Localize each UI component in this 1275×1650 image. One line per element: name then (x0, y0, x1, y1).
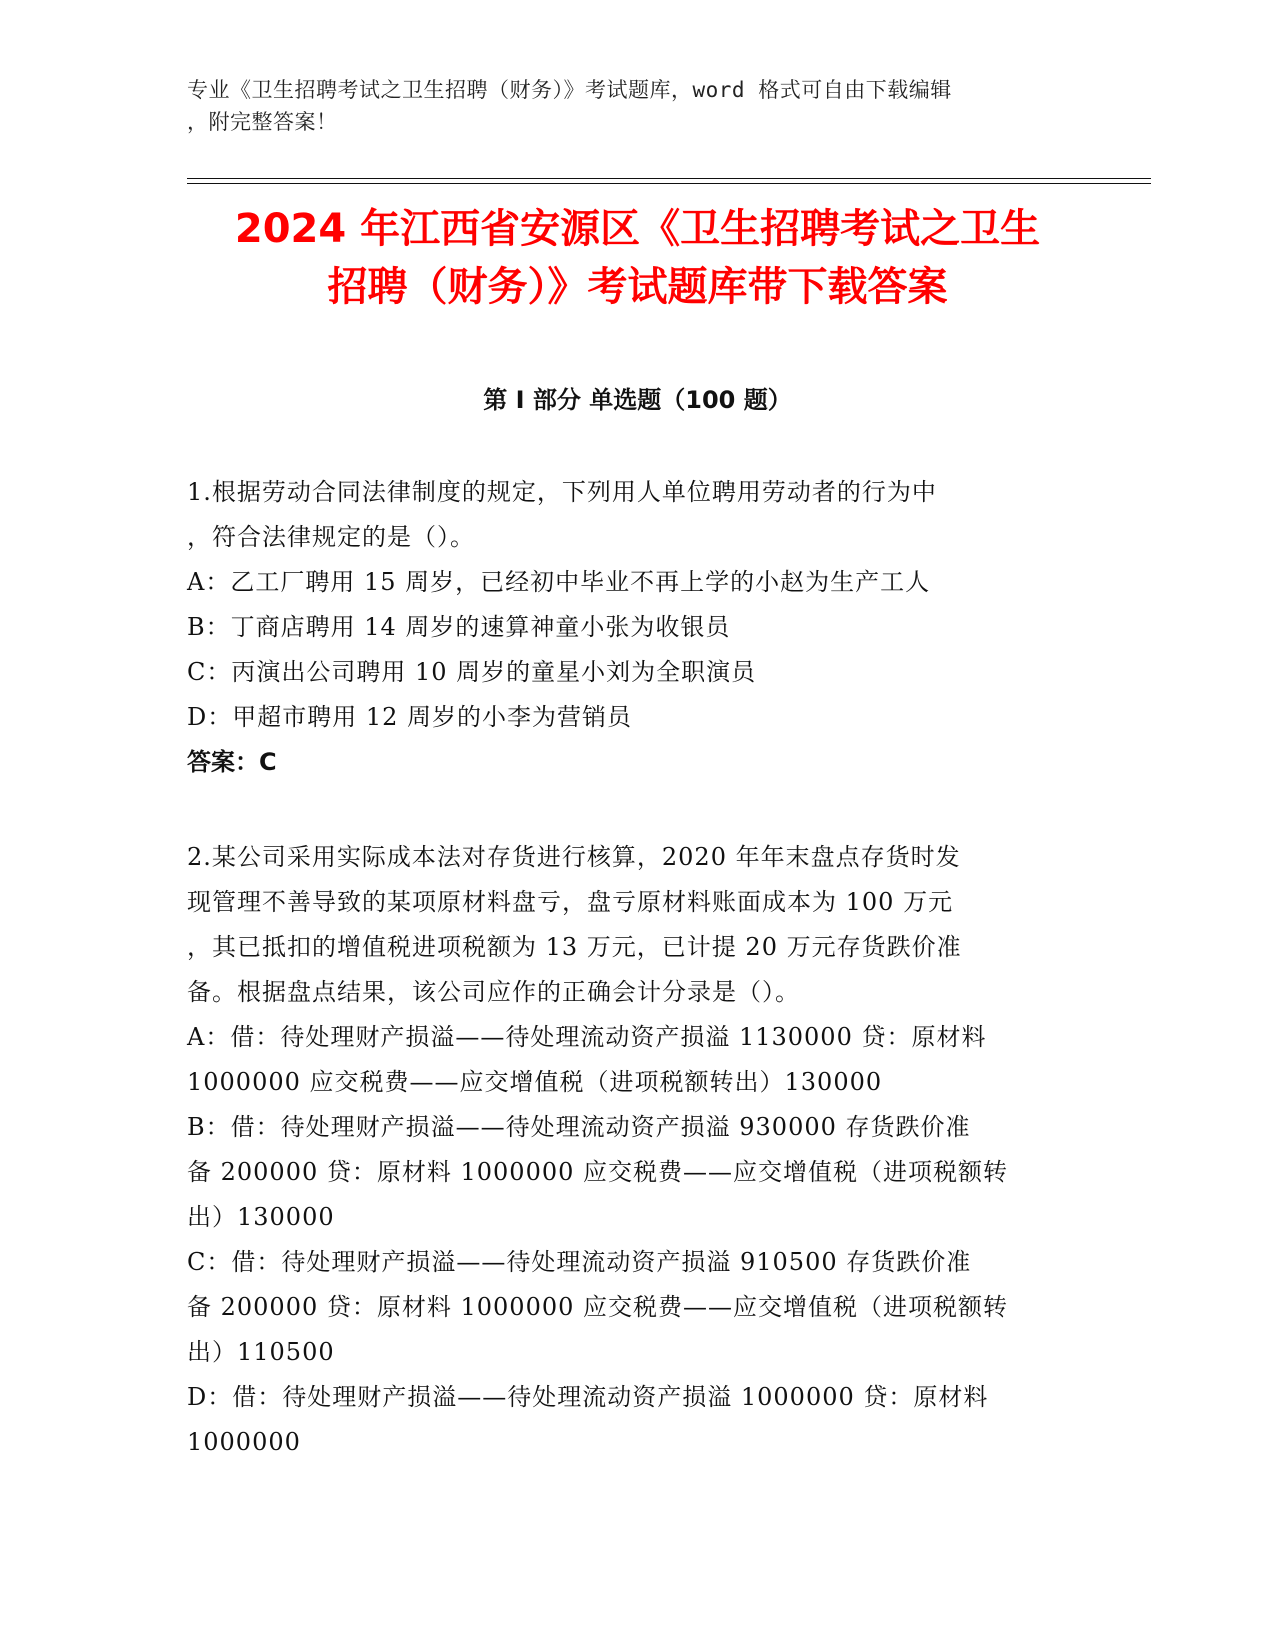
option-d-continued: 1000000 (187, 1428, 301, 1456)
question-text-line: 备。根据盘点结果，该公司应作的正确会计分录是（）。 (187, 978, 800, 1006)
option-c: C：借：待处理财产损溢——待处理流动资产损溢 910500 存货跌价准 (187, 1248, 972, 1276)
option-b: B：借：待处理财产损溢——待处理流动资产损溢 930000 存货跌价准 (187, 1113, 971, 1141)
header-note-line: ，附完整答案！ (187, 110, 338, 134)
question-text-line: 2.某公司采用实际成本法对存货进行核算，2020 年年末盘点存货时发 (187, 843, 961, 871)
document-title-line: 招聘（财务）》考试题库带下载答案 (327, 264, 948, 310)
question-text-line: 现管理不善导致的某项原材料盘亏，盘亏原材料账面成本为 100 万元 (187, 888, 954, 916)
option-a: A：借：待处理财产损溢——待处理流动资产损溢 1130000 贷：原材料 (187, 1023, 987, 1051)
option-d: D：甲超市聘用 12 周岁的小李为营销员 (187, 703, 633, 731)
header-divider (187, 183, 1151, 184)
question-text-line: ，其已抵扣的增值税进项税额为 13 万元，已计提 20 万元存货跌价准 (187, 933, 962, 961)
question-1 (187, 470, 1077, 785)
option-b-continued: 备 200000 贷：原材料 1000000 应交税费——应交增值税（进项税额转 (187, 1158, 1009, 1186)
section-heading: 第 I 部分 单选题（100 题） (483, 386, 792, 414)
document-title (180, 200, 1095, 316)
header-note (187, 74, 1077, 138)
option-c-continued: 出）110500 (187, 1338, 335, 1366)
option-a: A：乙工厂聘用 15 周岁，已经初中毕业不再上学的小赵为生产工人 (187, 568, 931, 596)
question-2 (187, 835, 1077, 1465)
header-note-line: 专业《卫生招聘考试之卫生招聘（财务）》考试题库，word 格式可自由下载编辑 (187, 78, 952, 102)
option-b-continued: 出）130000 (187, 1203, 335, 1231)
option-c: C：丙演出公司聘用 10 周岁的童星小刘为全职演员 (187, 658, 757, 686)
option-b: B：丁商店聘用 14 周岁的速算神童小张为收银员 (187, 613, 731, 641)
answer-label: 答案：C (187, 748, 277, 776)
option-a-continued: 1000000 应交税费——应交增值税（进项税额转出）130000 (187, 1068, 883, 1096)
option-d: D：借：待处理财产损溢——待处理流动资产损溢 1000000 贷：原材料 (187, 1383, 989, 1411)
document-title-line: 2024 年江西省安源区《卫生招聘考试之卫生 (234, 206, 1041, 252)
question-text-line: 1.根据劳动合同法律制度的规定，下列用人单位聘用劳动者的行为中 (187, 478, 937, 506)
question-text-line: ，符合法律规定的是（）。 (187, 523, 475, 551)
option-c-continued: 备 200000 贷：原材料 1000000 应交税费——应交增值税（进项税额转 (187, 1293, 1009, 1321)
header-divider (187, 178, 1151, 179)
